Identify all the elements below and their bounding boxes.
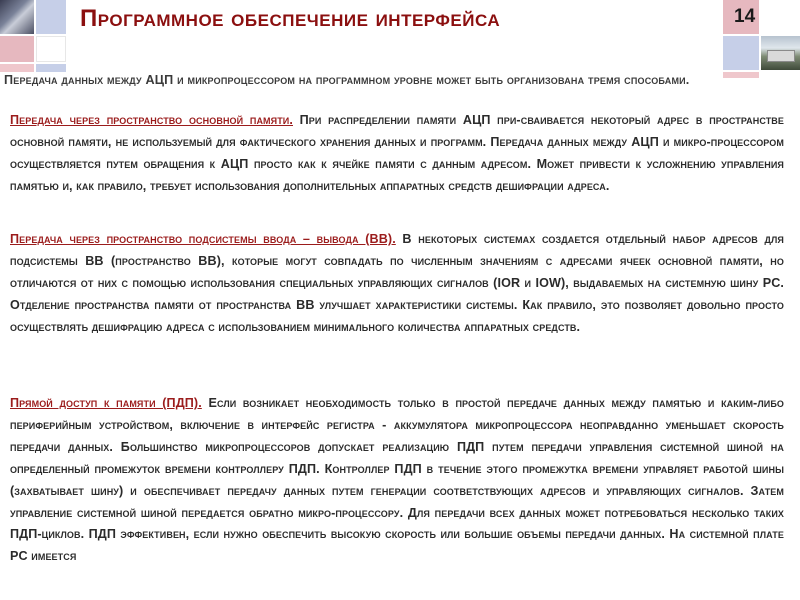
section-memory-space — [10, 110, 784, 198]
section-io-space — [10, 229, 784, 339]
section-text: В некоторых системах создается отдельный набор адресов для подсистемы ВВ (пространство ВВ), которые могут совпадать по численным значениям с адресами ячеек основной памяти, но отличаются от них с помощью использования специальных управляющих сигналов (IOR и IOW), выдаваемых на системную шину PC. Отделение пространства памяти от пространства ВВ улучшает характеристики системы. Как правило, это позволяет довольно просто осуществлять дешифрацию адреса с использованием минимального количества аппаратных средств. — [10, 232, 784, 334]
section-text: При распределении памяти АЦП при-сваивается некоторый адрес в пространстве основной памяти, не используемый для фактического хранения данных и программ. Передача данных между АЦП и микро-процессором осуществляется путем обращения к АЦП просто как к ячейке памяти с данным адресом. Может привести к усложнению управления памятью и, как правило, требует использования дополнительных аппаратных средств дешифрации адреса. — [10, 113, 785, 193]
corner-photo-tile — [0, 0, 34, 34]
section-heading: Передача через пространство основной памяти. — [10, 113, 293, 127]
decor-tile-white — [36, 36, 66, 62]
section-text: Если возникает необходимость только в простой передаче данных между памятью и каким-либо периферийным устройством, включение в интерфейс регистра - аккумулятора микропроцессора неоправданно уменьшает скорость передачи данных. Большинство микропроцессоров допускает реализацию ПДП путем передачи управления системной шиной на определенный промежуток времени контроллеру ПДП. Контроллер ПДП в течение этого промежутка времени управляет работой шины (захватывает шину) и обеспечивает передачу данных путем генерации соответствующих адресов и управляющих сигналов. Затем управление системной шиной передается обратно микро-процессору. Для передачи всех данных может потребоваться несколько таких ПДП-циклов. ПДП эффективен, если нужно обеспечить высокую скорость или большие объемы передачи данных. На системной плате PC имеется — [10, 396, 784, 564]
decor-tile-blue — [36, 0, 66, 34]
intro-paragraph: Передача данных между АЦП и микропроцессором на программном уровне может быть организована тремя способами. — [4, 73, 690, 87]
decor-tile-blue-right — [723, 36, 759, 70]
page-number: 14 — [734, 6, 756, 27]
section-dma — [10, 393, 784, 568]
section-heading: Прямой доступ к памяти (ПДП). — [10, 396, 202, 410]
decor-tile-white-right — [761, 0, 800, 34]
decor-tile-pink — [0, 36, 34, 62]
truck-icon — [767, 50, 795, 62]
section-heading: Передача через пространство подсистемы ввода – вывода (ВВ). — [10, 232, 396, 246]
slide-title: Программное обеспечение интерфейса — [80, 5, 501, 32]
corner-photo-tile-right — [761, 36, 800, 70]
decor-tile-pink-strip-right — [723, 72, 759, 78]
